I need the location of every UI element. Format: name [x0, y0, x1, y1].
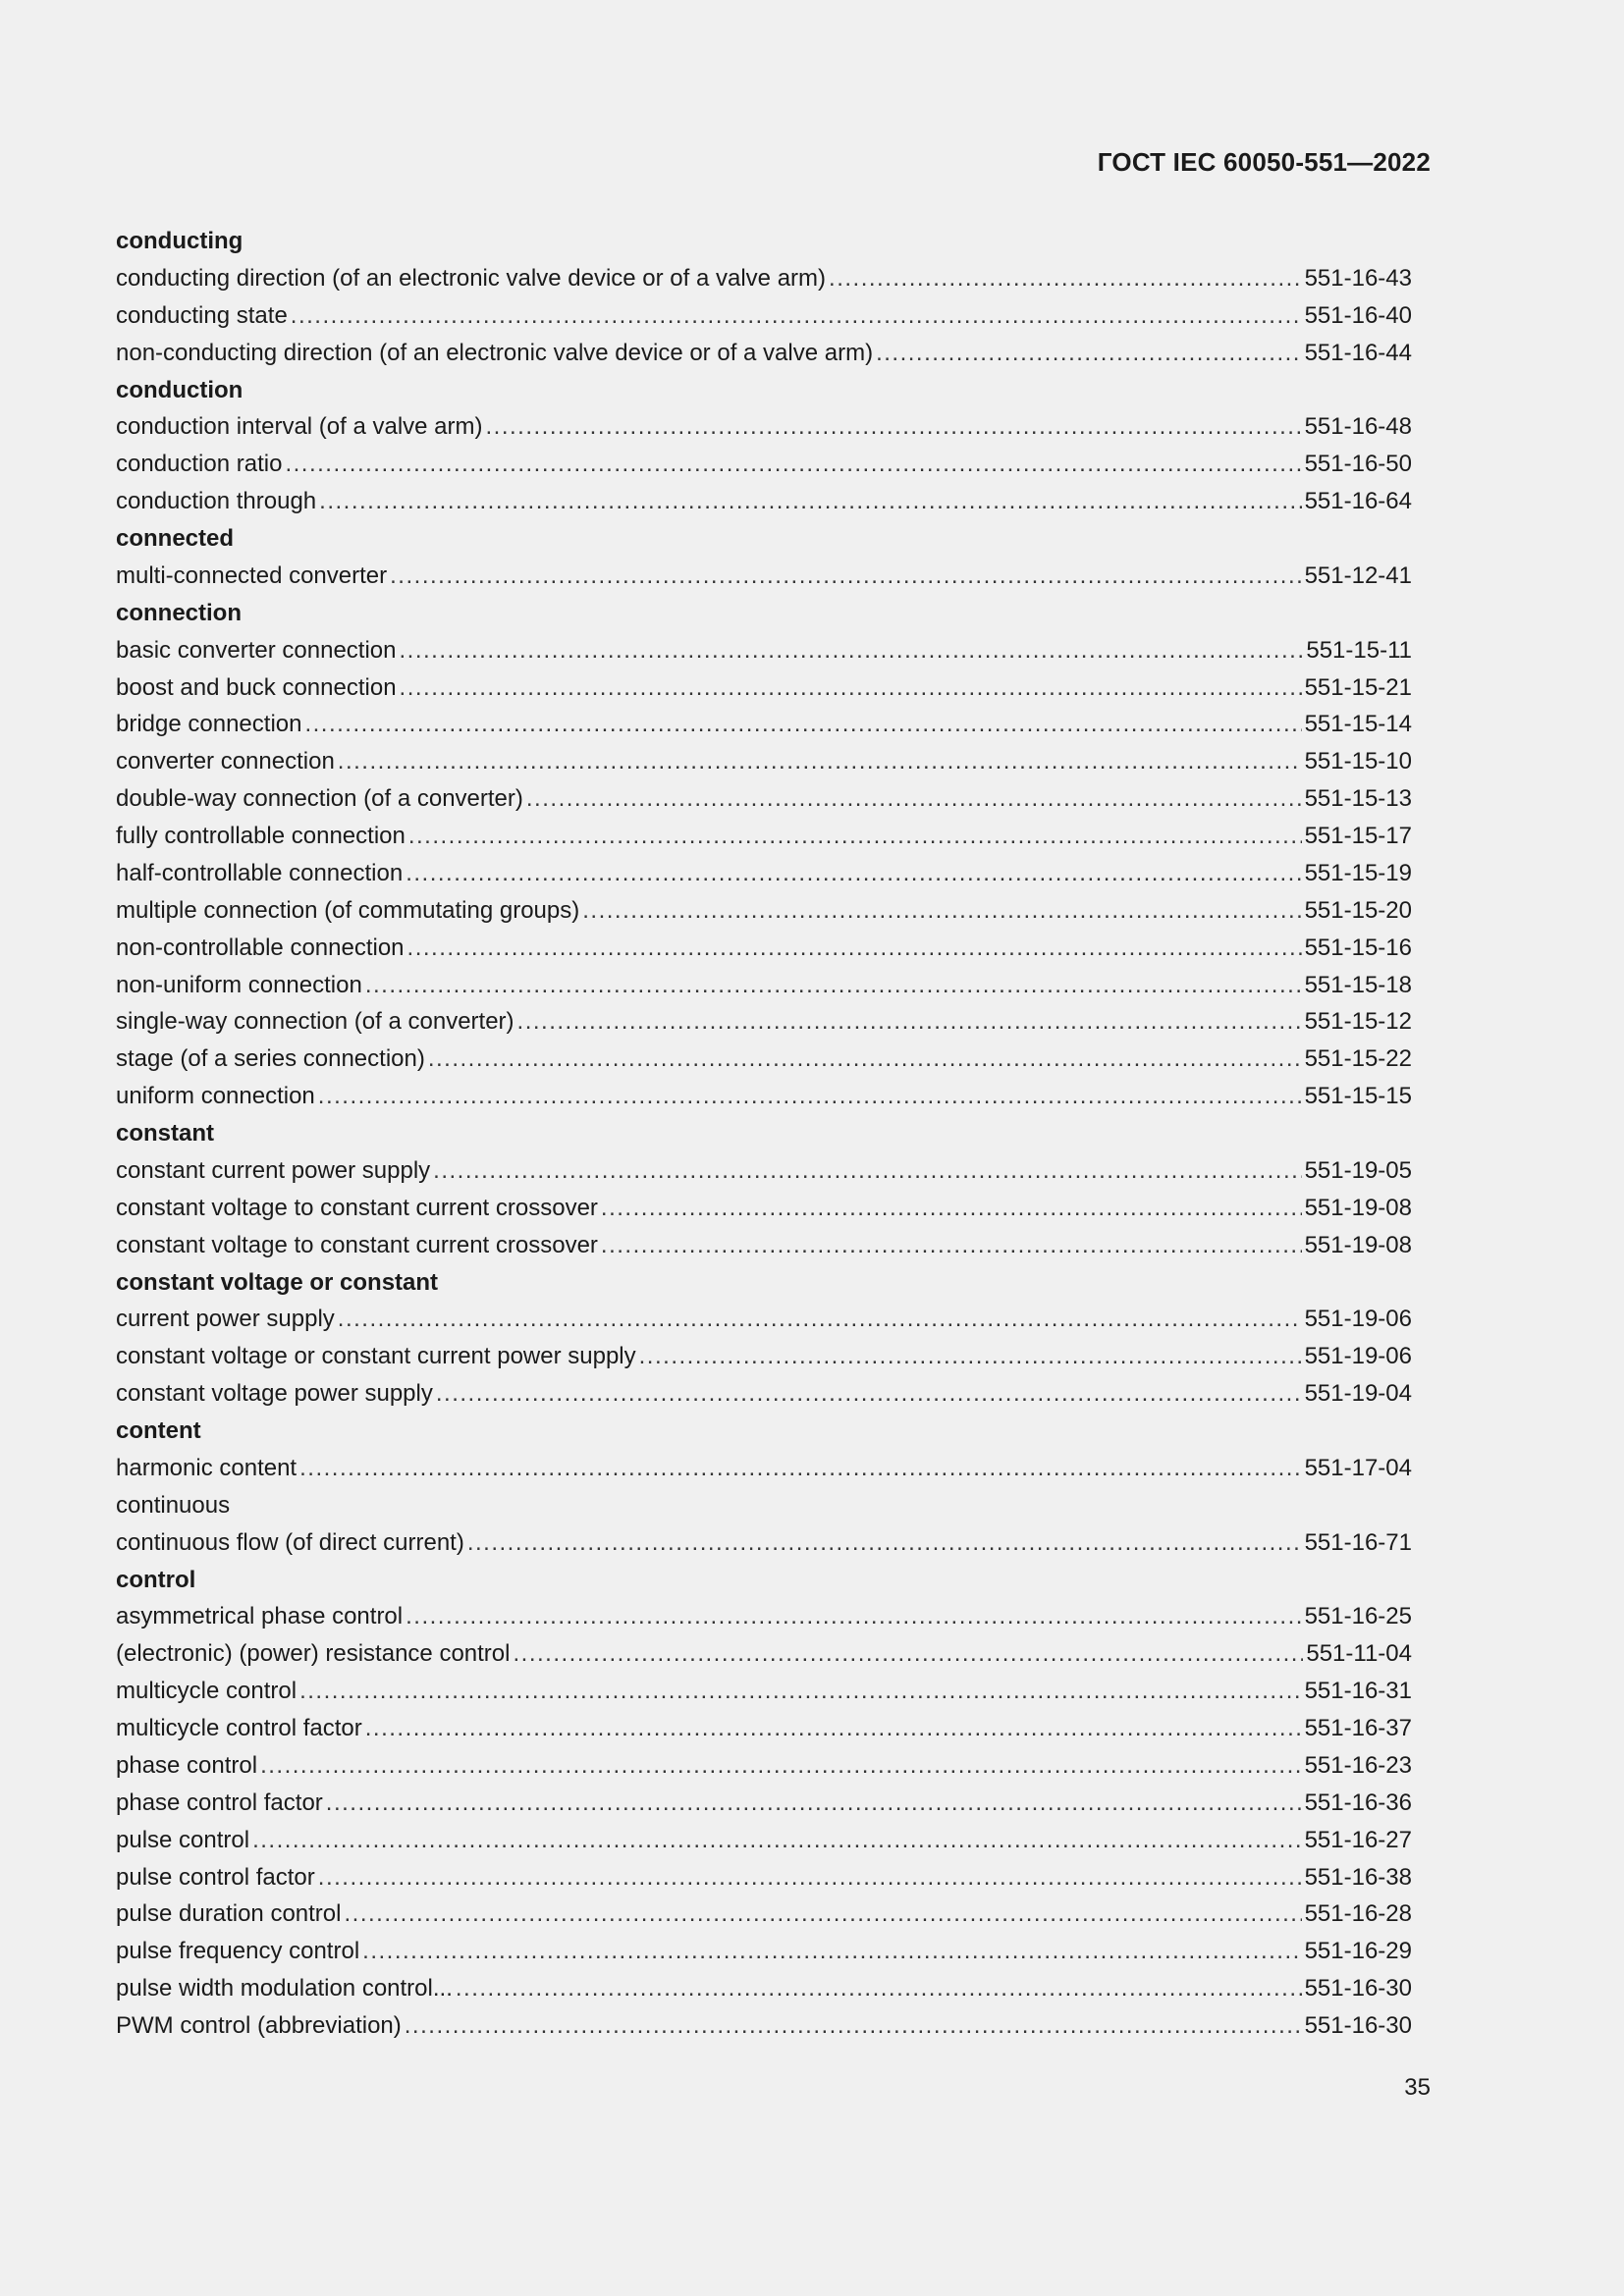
entry-term: current power supply: [116, 1306, 335, 1333]
index-entry: [116, 1152, 1412, 1190]
entry-term: non-conducting direction (of an electronic valve device or of a valve arm): [116, 339, 874, 366]
entry-reference: 551-19-04: [1304, 1380, 1412, 1408]
entry-reference: 551-16-64: [1304, 488, 1412, 515]
entry-term: converter connection: [116, 748, 335, 775]
dot-leader: [318, 1859, 1302, 1896]
dot-leader: [285, 446, 1301, 483]
entry-term: conduction through: [116, 488, 317, 515]
index-entry: [116, 297, 1412, 335]
dot-leader: [318, 1078, 1302, 1115]
document-header: ГОСТ IEC 60050-551—2022: [1097, 147, 1431, 177]
entry-reference: 551-12-41: [1304, 561, 1412, 589]
entry-reference: 551-16-48: [1304, 413, 1412, 441]
entry-reference: 551-15-16: [1304, 934, 1412, 961]
dot-leader: [344, 1896, 1301, 1933]
index-entry: [116, 1970, 1412, 2007]
dot-leader: [299, 1450, 1301, 1487]
dot-leader: [365, 967, 1302, 1004]
entry-term: (electronic) (power) resistance control: [116, 1640, 511, 1668]
entry-term: bridge connection: [116, 711, 302, 738]
entry-reference: 551-15-15: [1304, 1083, 1412, 1110]
index-entry: [116, 1078, 1412, 1115]
dot-leader: [601, 1190, 1302, 1227]
entry-reference: 551-15-13: [1304, 785, 1412, 813]
index-entry: [116, 408, 1412, 446]
entry-term: uniform connection: [116, 1083, 315, 1110]
index-entry: [116, 1338, 1412, 1375]
dot-leader: [400, 632, 1304, 669]
entry-term: multi-connected converter: [116, 561, 388, 589]
entry-reference: 551-19-05: [1304, 1156, 1412, 1184]
entry-reference: 551-15-22: [1304, 1045, 1412, 1073]
dot-leader: [405, 2007, 1302, 2045]
entry-term: multicycle control: [116, 1678, 298, 1705]
entry-term: conducting direction (of an electronic valve device or of a valve arm): [116, 264, 827, 292]
entry-term: PWM control (abbreviation): [116, 2012, 402, 2039]
dot-leader: [338, 1301, 1302, 1338]
dot-leader: [291, 297, 1302, 335]
entry-term: phase control: [116, 1751, 258, 1779]
entry-reference: 551-16-31: [1304, 1678, 1412, 1705]
index-entry: [116, 892, 1412, 930]
dot-leader: [365, 1710, 1302, 1747]
dot-leader: [326, 1785, 1302, 1822]
entry-term: conducting state: [116, 301, 288, 329]
dot-leader: [406, 855, 1301, 892]
dot-leader: [338, 743, 1302, 780]
index-entry: [116, 1598, 1412, 1635]
index-heading: connected: [116, 525, 235, 552]
dot-leader: [486, 408, 1302, 446]
index-heading: control: [116, 1566, 196, 1593]
entry-reference: 551-16-71: [1304, 1528, 1412, 1556]
index-entry: [116, 1710, 1412, 1747]
entry-term: boost and buck connection: [116, 673, 397, 701]
entry-reference: 551-11-04: [1306, 1640, 1412, 1668]
entry-reference: 551-15-19: [1304, 859, 1412, 886]
entry-term: pulse duration control: [116, 1900, 342, 1928]
entry-reference: 551-16-44: [1304, 339, 1412, 366]
index-heading: constant voltage or constant: [116, 1268, 439, 1296]
dot-leader: [582, 892, 1301, 930]
index-entry: [116, 780, 1412, 818]
dot-leader: [400, 669, 1302, 707]
index-heading: content: [116, 1417, 201, 1444]
index-entry: [116, 335, 1412, 372]
index-entry: [116, 967, 1412, 1004]
index-entry: [116, 930, 1412, 967]
entry-term: constant voltage or constant current power supply: [116, 1343, 636, 1370]
index-entry: [116, 632, 1412, 669]
entry-reference: 551-16-30: [1304, 2012, 1412, 2039]
index-entry: [116, 669, 1412, 707]
dot-leader: [252, 1822, 1302, 1859]
entry-term: phase control factor: [116, 1789, 323, 1816]
entry-reference: 551-15-10: [1304, 748, 1412, 775]
index-entry: [116, 818, 1412, 855]
index-entry: [116, 1673, 1412, 1710]
dot-leader: [260, 1747, 1301, 1785]
index-entry: [116, 1896, 1412, 1933]
entry-term: constant voltage to constant current crossover: [116, 1194, 598, 1221]
index-entry: [116, 1524, 1412, 1562]
entry-term: conduction interval (of a valve arm): [116, 413, 483, 441]
entry-term: pulse control: [116, 1826, 250, 1853]
entry-term: multicycle control factor: [116, 1715, 362, 1741]
entry-reference: 551-19-08: [1304, 1194, 1412, 1221]
dot-leader: [433, 1152, 1301, 1190]
entry-reference: 551-15-20: [1304, 896, 1412, 924]
entry-term: fully controllable connection: [116, 823, 406, 849]
index-entry: [116, 446, 1412, 483]
entry-reference: 551-15-12: [1304, 1008, 1412, 1036]
index-entry: [116, 706, 1412, 743]
entry-term: half-controllable connection: [116, 859, 404, 886]
entry-reference: 551-19-06: [1304, 1343, 1412, 1370]
dot-leader: [406, 1598, 1301, 1635]
dot-leader: [304, 706, 1301, 743]
index-entry: [116, 1227, 1412, 1264]
entry-reference: 551-16-30: [1304, 1975, 1412, 2002]
entry-reference: 551-16-36: [1304, 1789, 1412, 1816]
index-heading: constant: [116, 1120, 215, 1147]
index-entry: [116, 1450, 1412, 1487]
index-entry: [116, 1859, 1412, 1896]
index-entry: [116, 1375, 1412, 1413]
entry-term: conduction ratio: [116, 451, 283, 478]
dot-leader: [390, 558, 1301, 595]
entry-reference: 551-16-37: [1304, 1715, 1412, 1741]
dot-leader: [299, 1673, 1302, 1710]
index-entry: [116, 1635, 1412, 1673]
index-entry: [116, 855, 1412, 892]
entry-term: single-way connection (of a converter): [116, 1008, 514, 1036]
entry-term: non-uniform connection: [116, 971, 362, 998]
index-entry: [116, 1822, 1412, 1859]
index-entry: [116, 1785, 1412, 1822]
dot-leader: [428, 1041, 1302, 1078]
dot-leader: [829, 260, 1302, 297]
index-entry: [116, 743, 1412, 780]
dot-leader: [319, 483, 1301, 520]
entry-term: pulse frequency control: [116, 1938, 360, 1965]
dot-leader: [408, 818, 1302, 855]
entry-term: basic converter connection: [116, 636, 397, 664]
index-heading: conduction: [116, 376, 244, 403]
dot-leader: [513, 1635, 1303, 1673]
entry-reference: 551-15-17: [1304, 823, 1412, 849]
entry-reference: 551-15-11: [1306, 636, 1412, 664]
index-entry: [116, 260, 1412, 297]
entry-term: double-way connection (of a converter): [116, 785, 523, 813]
entry-reference: 551-16-28: [1304, 1900, 1412, 1928]
entry-reference: 551-19-06: [1304, 1306, 1412, 1333]
dot-leader: [456, 1970, 1302, 2007]
entry-term: asymmetrical phase control: [116, 1603, 404, 1630]
index-heading: conducting: [116, 228, 244, 254]
index-entry: [116, 2007, 1412, 2045]
entry-reference: 551-16-50: [1304, 451, 1412, 478]
entry-reference: 551-16-38: [1304, 1863, 1412, 1891]
index-entry: [116, 1041, 1412, 1078]
entry-reference: 551-15-14: [1304, 711, 1412, 738]
dot-leader: [362, 1933, 1301, 1970]
entry-reference: 551-16-27: [1304, 1826, 1412, 1853]
entry-term: constant voltage power supply: [116, 1380, 433, 1408]
index-entry: [116, 483, 1412, 520]
entry-term: constant voltage to constant current crossover: [116, 1231, 598, 1258]
index-entry: [116, 1933, 1412, 1970]
term-index: [116, 223, 1412, 2045]
entry-reference: 551-17-04: [1304, 1454, 1412, 1481]
index-entry: [116, 558, 1412, 595]
entry-reference: 551-16-25: [1304, 1603, 1412, 1630]
dot-leader: [526, 780, 1302, 818]
index-heading: continuous: [116, 1491, 231, 1519]
dot-leader: [639, 1338, 1302, 1375]
entry-reference: 551-16-29: [1304, 1938, 1412, 1965]
page-number: 35: [1404, 2074, 1431, 2101]
index-entry: [116, 1747, 1412, 1785]
index-entry: [116, 1301, 1412, 1338]
dot-leader: [601, 1227, 1302, 1264]
entry-reference: 551-15-18: [1304, 971, 1412, 998]
entry-term: non-controllable connection: [116, 934, 405, 961]
entry-reference: 551-16-23: [1304, 1751, 1412, 1779]
dot-leader: [407, 930, 1302, 967]
entry-reference: 551-16-43: [1304, 264, 1412, 292]
entry-term: multiple connection (of commutating groups): [116, 896, 580, 924]
entry-term: stage (of a series connection): [116, 1045, 425, 1073]
dot-leader: [517, 1003, 1302, 1041]
entry-reference: 551-16-40: [1304, 301, 1412, 329]
entry-term: harmonic content: [116, 1454, 298, 1481]
index-heading: connection: [116, 599, 243, 626]
index-entry: [116, 1190, 1412, 1227]
entry-term: pulse width modulation control...: [116, 1975, 453, 2002]
dot-leader: [436, 1375, 1302, 1413]
entry-term: continuous flow (of direct current): [116, 1528, 464, 1556]
dot-leader: [467, 1524, 1302, 1562]
entry-reference: 551-15-21: [1304, 673, 1412, 701]
entry-term: pulse control factor: [116, 1863, 315, 1891]
entry-term: constant current power supply: [116, 1156, 431, 1184]
dot-leader: [876, 335, 1302, 372]
entry-reference: 551-19-08: [1304, 1231, 1412, 1258]
index-entry: [116, 1003, 1412, 1041]
